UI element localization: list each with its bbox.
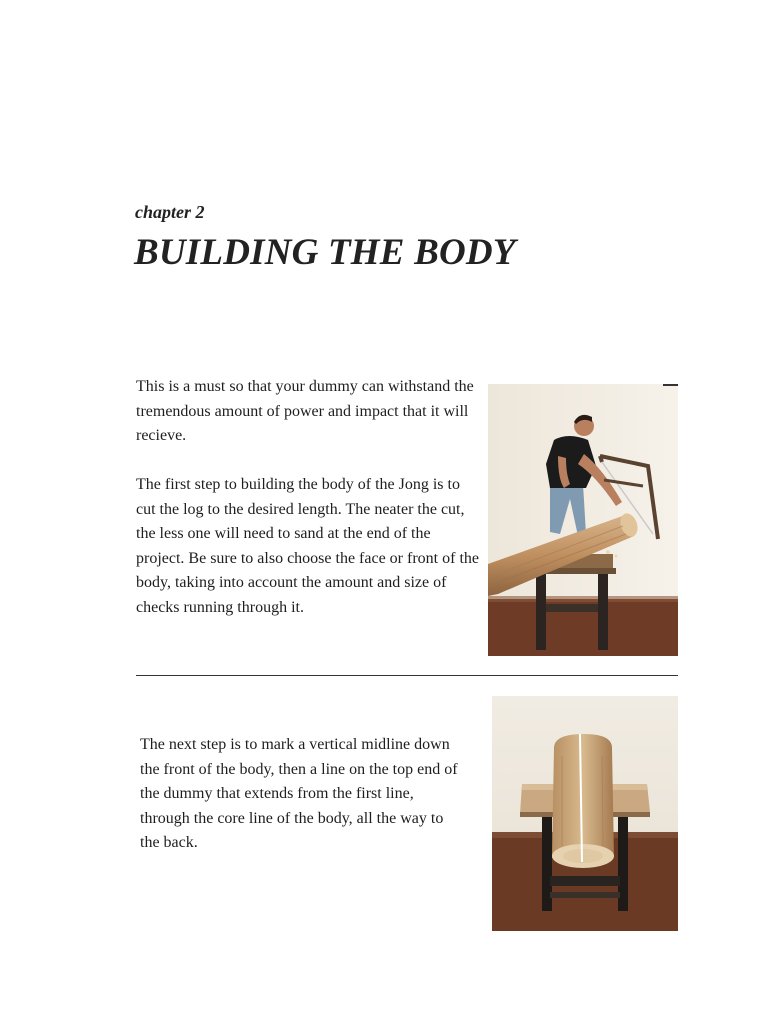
photo-sawing-log <box>488 384 678 656</box>
page-rule <box>136 675 678 676</box>
midline-paragraph: The next step is to mark a vertical midline down the front of the body, then a line on the top end of the dummy that extends from the first line, through the core line of the body, all the way to the back. <box>140 736 458 851</box>
chapter-title: BUILDING THE BODY <box>134 232 516 273</box>
chapter-label: chapter 2 <box>135 202 205 222</box>
photo-marked-log <box>492 696 678 931</box>
cutting-paragraph: The first step to building the body of the Jong is to cut the log to the desired length. The neater the cut, the less one will need to sand at the end of the project. Be sure to also choose the face or front of the body, taking into account the amount and size of checks running through it. <box>136 476 479 616</box>
intro-paragraph: This is a must so that your dummy can withstand the tremendous amount of power and impact that it will recieve. <box>136 378 474 444</box>
